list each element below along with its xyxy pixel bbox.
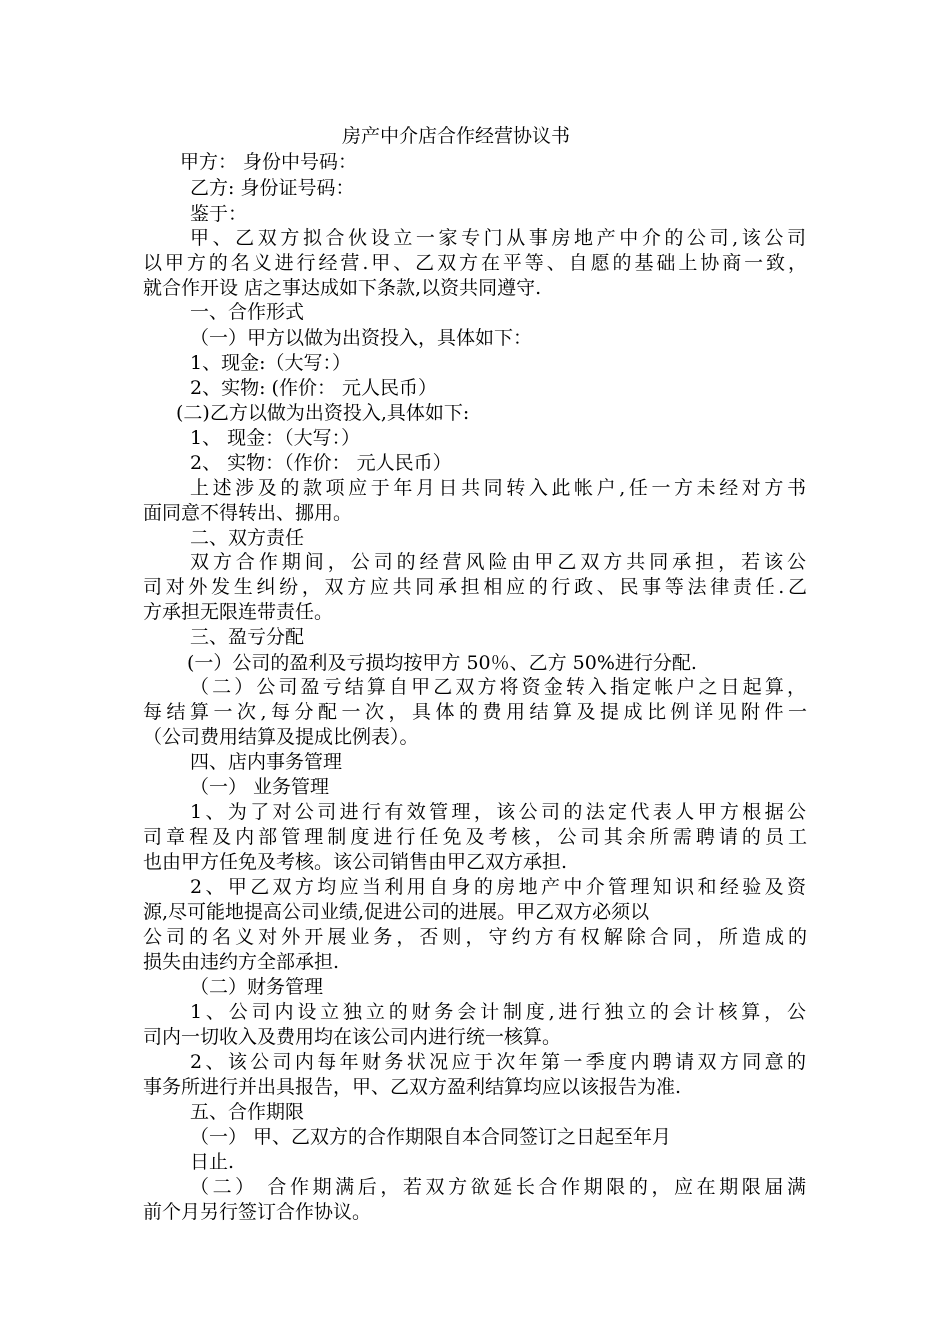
section-heading: 一、合作形式	[190, 301, 305, 323]
paragraph-line: 上述涉及的款项应于年月日共同转入此帐户,任一方未经对方书	[190, 477, 806, 499]
paragraph-line: 前个月另行签订合作协议。	[143, 1201, 372, 1223]
paragraph-line: 事务所进行并出具报告，甲、乙双方盈利结算均应以该报告为准.	[143, 1076, 682, 1098]
paragraph-line: 损失由违约方全部承担.	[143, 951, 340, 973]
paragraph-line: 2、该公司内每年财务状况应于次年第一季度内聘请双方同意的	[190, 1051, 806, 1073]
subsection-heading: (二)乙方以做为出资投入,具体如下:	[176, 402, 470, 424]
paragraph-line: 面同意不得转出、挪用。	[143, 502, 353, 524]
section-heading: 三、盈亏分配	[190, 626, 305, 648]
paragraph-line: （公司费用结算及提成比例表）。	[143, 726, 419, 748]
paragraph-line: 司内一切收入及费用均在该公司内进行统一核算。	[143, 1026, 562, 1048]
paragraph-line: 司章程及内部管理制度进行任免及考核，公司其余所需聘请的员工	[143, 826, 807, 848]
paragraph-line: 也由甲方任免及考核。该公司销售由甲乙双方承担.	[143, 851, 568, 873]
paragraph-line: （二）公司盈亏结算自甲乙双方将资金转入指定帐户之日起算，	[190, 676, 806, 698]
paragraph-line: 2、甲乙双方均应当利用自身的房地产中介管理知识和经验及资	[190, 876, 806, 898]
subsection-heading: （二）财务管理	[190, 976, 324, 998]
paragraph-line: 1、为了对公司进行有效管理，该公司的法定代表人甲方根据公	[190, 801, 806, 823]
paragraph-line: 每结算一次,每分配一次，具体的费用结算及提成比例详见附件一	[143, 701, 807, 723]
document-title: 房产中介店合作经营协议书	[342, 125, 571, 147]
paragraph-line: 方承担无限连带责任。	[143, 601, 334, 623]
list-item: 2、 实物：（作价： 元人民币）	[190, 452, 452, 474]
paragraph-line: 公司的名义对外开展业务，否则，守约方有权解除合同，所造成的	[143, 926, 807, 948]
list-item: 1、现金:（大写：）	[190, 352, 351, 374]
paragraph-line: 甲、乙双方拟合伙设立一家专门从事房地产中介的公司,该公司	[190, 227, 806, 249]
subsection-heading: （一） 业务管理	[190, 776, 330, 798]
whereas-label: 鉴于：	[190, 203, 248, 225]
paragraph-line: 双方合作期间，公司的经营风险由甲乙双方共同承担，若该公	[190, 551, 806, 573]
section-heading: 四、店内事务管理	[190, 751, 343, 773]
section-heading: 二、双方责任	[190, 527, 305, 549]
paragraph-line: （二） 合作期满后，若双方欲延长合作期限的，应在期限届满	[190, 1176, 806, 1198]
paragraph-line: 源,尽可能地提高公司业绩,促进公司的进展。甲乙双方必须以	[143, 901, 650, 923]
list-item: 2、实物: (作价： 元人民币）	[190, 377, 437, 399]
subsection-heading: （一）甲方以做为出资投入，具体如下：	[190, 327, 533, 349]
paragraph-line: 以甲方的名义进行经营.甲、乙双方在平等、自愿的基础上协商一致，	[143, 252, 807, 274]
party-a-line: 甲方： 身份中号码：	[180, 151, 358, 173]
section-heading: 五、合作期限	[190, 1101, 305, 1123]
paragraph-line: 1、公司内设立独立的财务会计制度,进行独立的会计核算，公	[190, 1001, 806, 1023]
party-b-line: 乙方: 身份证号码：	[190, 177, 355, 199]
paragraph-line: 日止.	[190, 1151, 235, 1173]
paragraph-line: 司对外发生纠纷，双方应共同承担相应的行政、民事等法律责任.乙	[143, 576, 807, 598]
list-item: 1、 现金：（大写：）	[190, 427, 361, 449]
paragraph-line: (一）公司的盈利及亏损均按甲方 50％、乙方 50%进行分配.	[187, 652, 697, 674]
paragraph-line: 就合作开设 店之事达成如下条款,以资共同遵守.	[143, 277, 542, 299]
paragraph-line: （一） 甲、乙双方的合作期限自本合同签订之日起至年月	[190, 1126, 672, 1148]
